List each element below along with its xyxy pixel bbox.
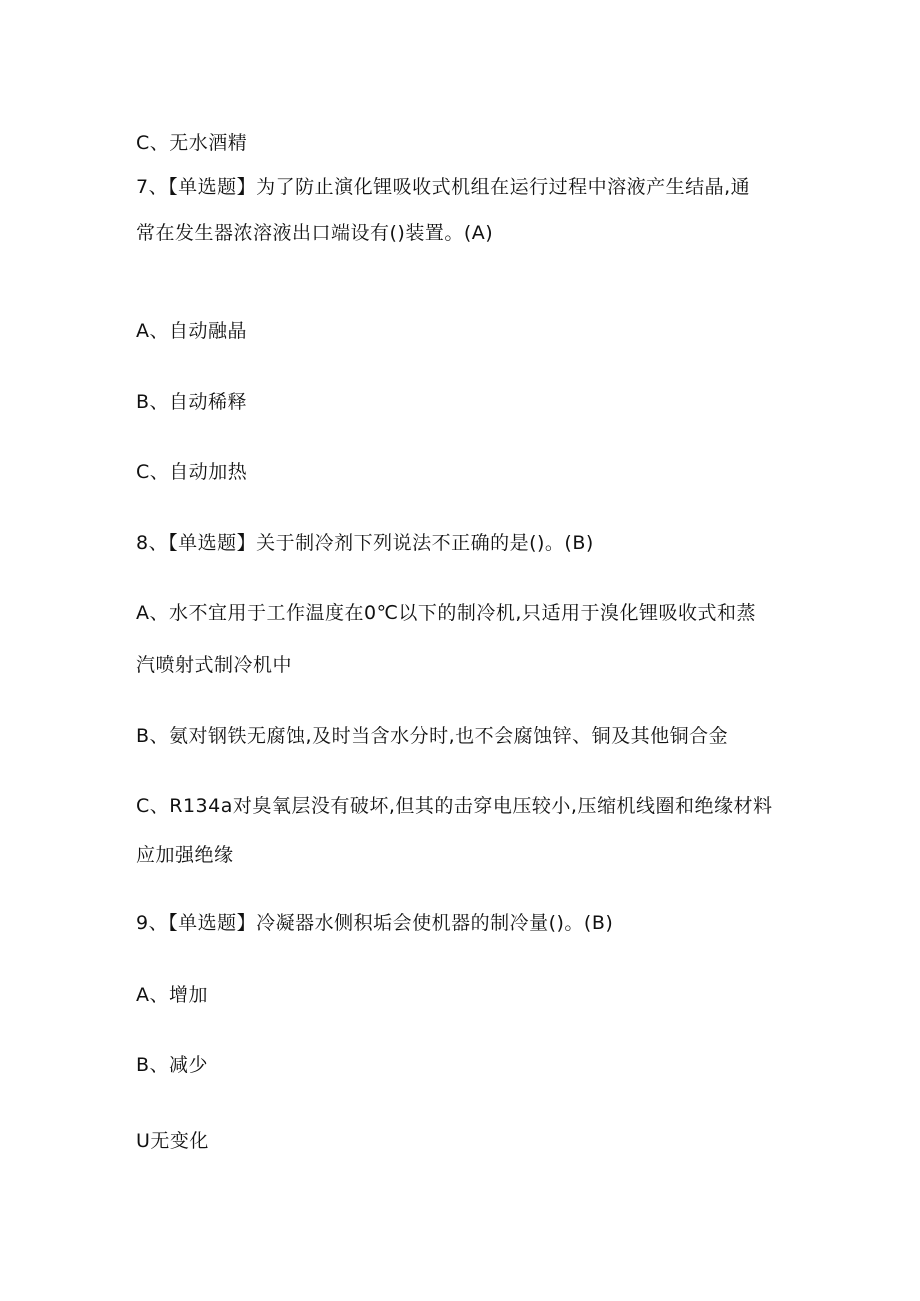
option-c-q9: U无变化 xyxy=(136,1130,209,1152)
question-7-line-2: 常在发生器浓溶液出口端设有()装置。(A) xyxy=(136,222,494,244)
option-c-q6: C、无水酒精 xyxy=(136,132,248,154)
option-a-q8-line-1: A、水不宜用于工作温度在0℃以下的制冷机,只适用于溴化锂吸收式和蒸 xyxy=(136,602,756,624)
question-7-line-1: 7、【单选题】为了防止演化锂吸收式机组在运行过程中溶液产生结晶,通 xyxy=(136,176,751,198)
option-b-q7: B、自动稀释 xyxy=(136,391,248,413)
option-b-q8: B、氨对钢铁无腐蚀,及时当含水分时,也不会腐蚀锌、铜及其他铜合金 xyxy=(136,725,729,747)
option-c-q8-line-2: 应加强绝缘 xyxy=(136,844,234,866)
option-a-q8-line-2: 汽喷射式制冷机中 xyxy=(136,654,293,676)
question-8: 8、【单选题】关于制冷剂下列说法不正确的是()。(B) xyxy=(136,532,594,554)
option-a-q7: A、自动融晶 xyxy=(136,320,247,342)
option-b-q9: B、减少 xyxy=(136,1054,209,1076)
question-9: 9、【单选题】冷凝器水侧积垢会使机器的制冷量()。(B) xyxy=(136,912,614,934)
option-c-q8-line-1: C、R134a对臭氧层没有破坏,但其的击穿电压较小,压缩机线圈和绝缘材料 xyxy=(136,795,773,817)
option-c-q7: C、自动加热 xyxy=(136,461,248,483)
option-a-q9: A、增加 xyxy=(136,984,208,1006)
